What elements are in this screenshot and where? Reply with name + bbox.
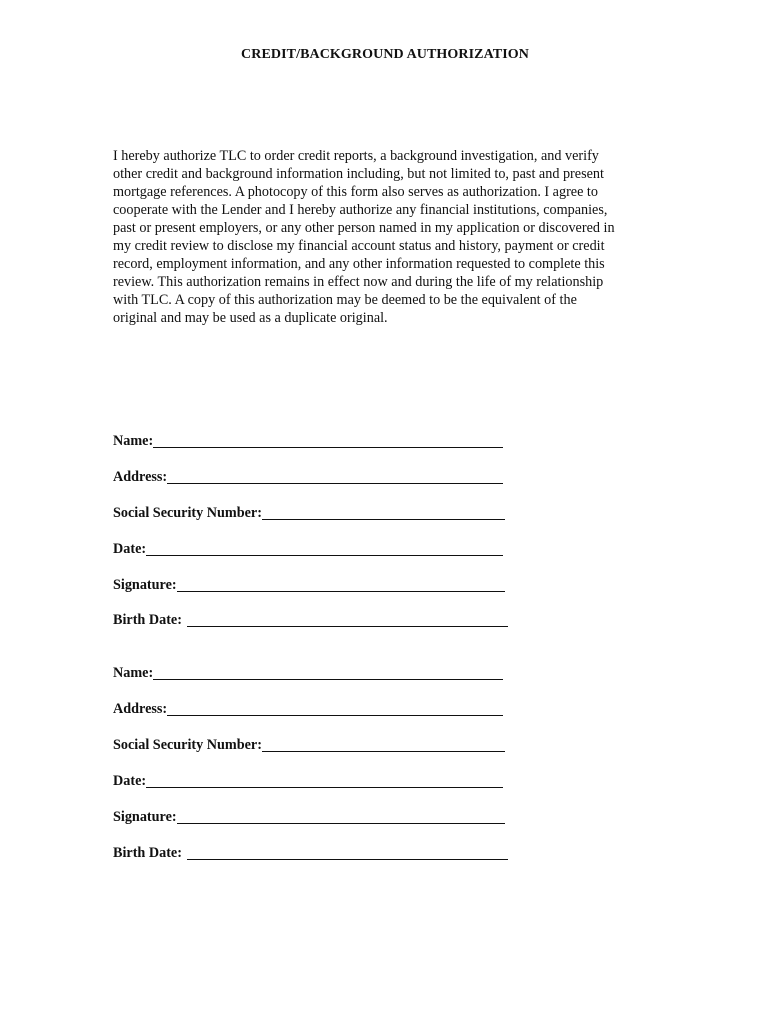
form2-signature-field[interactable] bbox=[113, 808, 505, 826]
form2-ssn-field[interactable] bbox=[113, 736, 505, 754]
signature-label: Signature: bbox=[113, 577, 177, 593]
ssn-underline[interactable] bbox=[262, 519, 505, 520]
form2-address-field[interactable] bbox=[113, 700, 503, 718]
page-title: CREDIT/BACKGROUND AUTHORIZATION bbox=[241, 47, 529, 62]
birth-date-label: Birth Date: bbox=[113, 845, 182, 861]
name-underline[interactable] bbox=[153, 679, 503, 680]
form1-signature-field[interactable] bbox=[113, 576, 505, 594]
form1-ssn-field[interactable] bbox=[113, 504, 505, 522]
address-label: Address: bbox=[113, 469, 168, 485]
authorization-paragraph: I hereby authorize TLC to order credit reports, a background investigation, and verify other credit and background information including, but not limited to, past and present mortgage references. A photocopy of this form also serves as authorization. I agree to cooperate with the Lender and I hereby authorize any financial institutions, companies, past or present employers, or any other person named in my application or discovered in my credit review to disclose my financial account status and history, payment or credit record, employment information, and any other information requested to complete this review. This authorization remains in effect now and during the life of my relationship with TLC. A copy of this authorization may be deemed to be the equivalent of the original and may be used as a duplicate original. bbox=[113, 148, 615, 326]
address-underline[interactable] bbox=[167, 715, 503, 716]
birth-date-underline[interactable] bbox=[187, 859, 508, 860]
date-underline[interactable] bbox=[146, 787, 503, 788]
birth-date-underline[interactable] bbox=[187, 626, 508, 627]
signature-label: Signature: bbox=[113, 809, 177, 825]
date-underline[interactable] bbox=[146, 555, 503, 556]
name-label: Name: bbox=[113, 665, 154, 681]
name-label: Name: bbox=[113, 433, 154, 449]
name-underline[interactable] bbox=[153, 447, 503, 448]
form1-date-field[interactable] bbox=[113, 540, 503, 558]
form1-birth-date-field[interactable] bbox=[113, 611, 508, 629]
signature-underline[interactable] bbox=[177, 823, 505, 824]
ssn-underline[interactable] bbox=[262, 751, 505, 752]
form1-name-field[interactable] bbox=[113, 432, 503, 450]
birth-date-label: Birth Date: bbox=[113, 612, 182, 628]
address-label: Address: bbox=[113, 701, 168, 717]
form2-date-field[interactable] bbox=[113, 772, 503, 790]
form1-address-field[interactable] bbox=[113, 468, 503, 486]
form2-name-field[interactable] bbox=[113, 664, 503, 682]
ssn-label: Social Security Number: bbox=[113, 505, 262, 521]
date-label: Date: bbox=[113, 541, 147, 557]
address-underline[interactable] bbox=[167, 483, 503, 484]
form2-birth-date-field[interactable] bbox=[113, 844, 508, 862]
ssn-label: Social Security Number: bbox=[113, 737, 262, 753]
signature-underline[interactable] bbox=[177, 591, 505, 592]
date-label: Date: bbox=[113, 773, 147, 789]
